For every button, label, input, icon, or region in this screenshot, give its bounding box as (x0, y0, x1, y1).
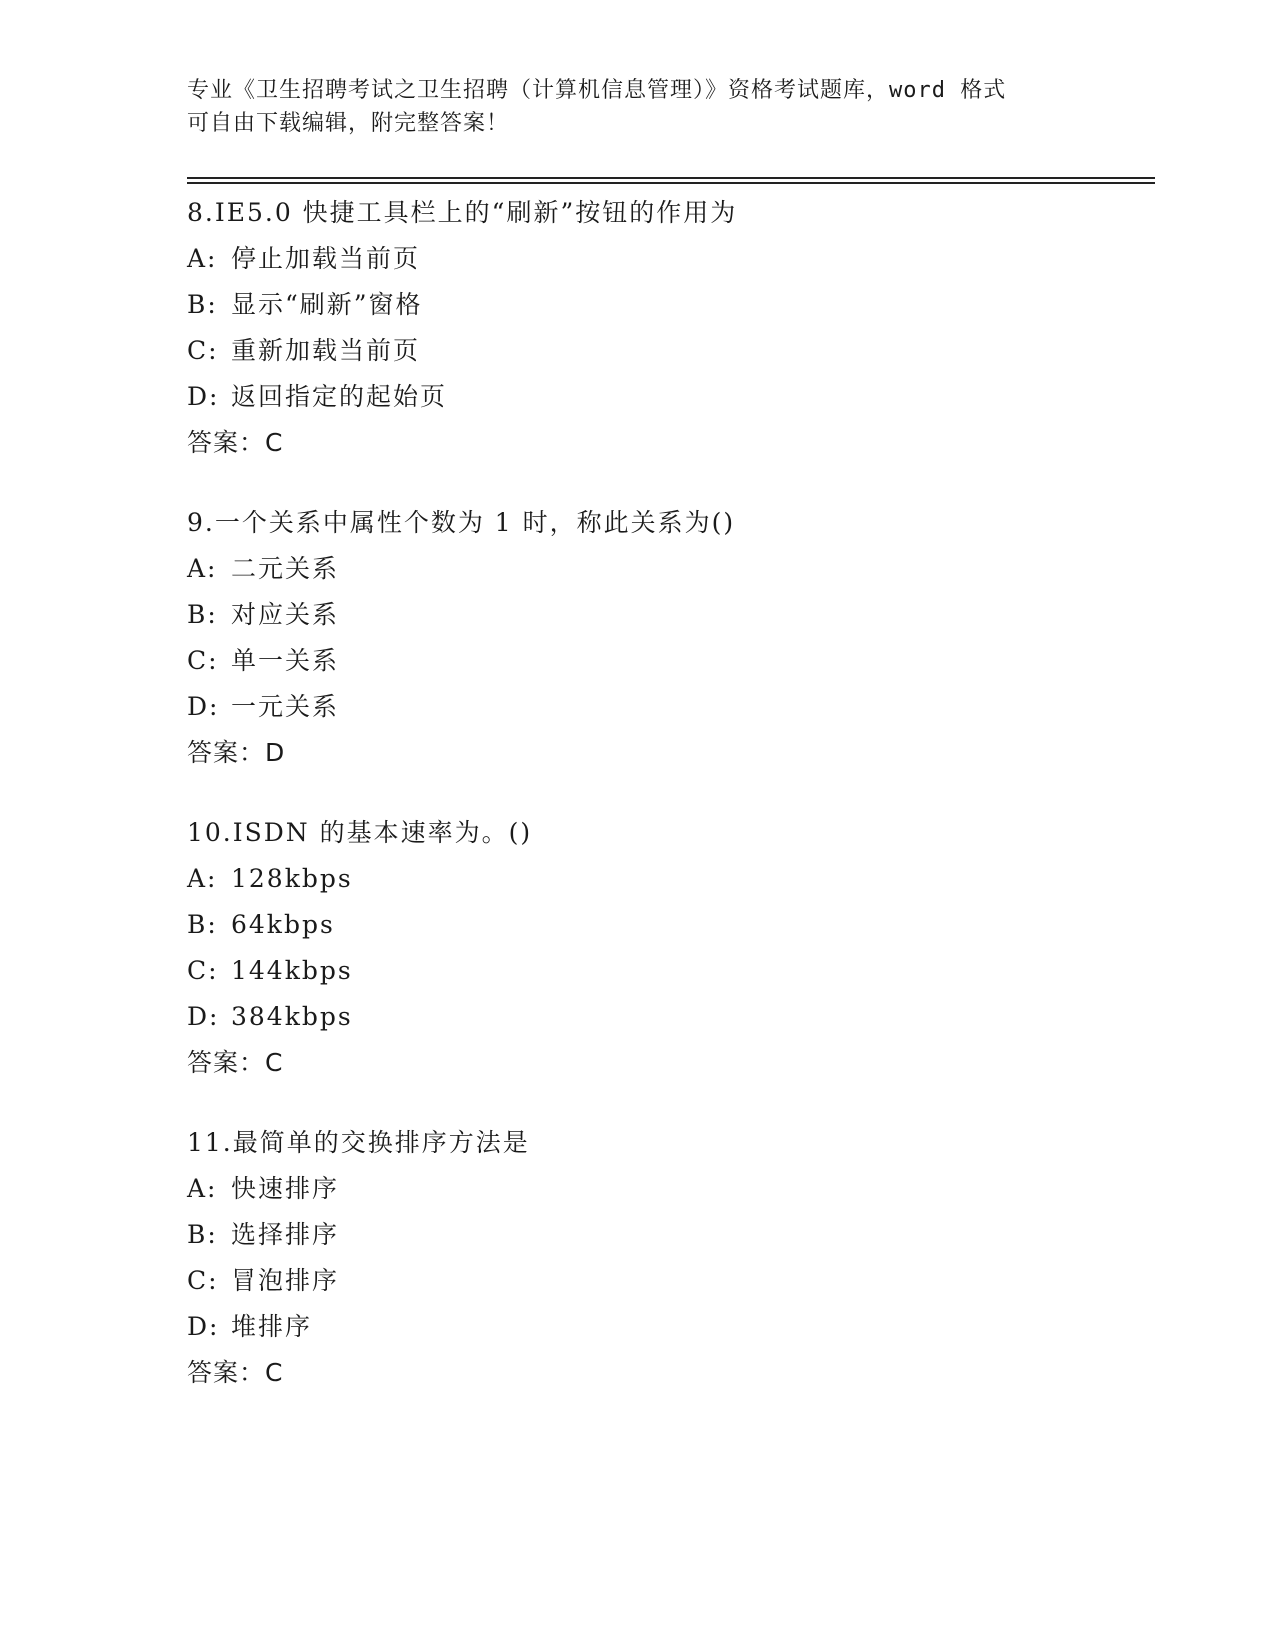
question-item (187, 1120, 1155, 1396)
option-key: A: (187, 554, 218, 583)
answer-line: 答案：D (187, 738, 286, 767)
option-text: 堆排序 (231, 1312, 313, 1341)
header-line-1: 专业《卫生招聘考试之卫生招聘（计算机信息管理）》资格考试题库，word 格式 (187, 78, 1007, 103)
option-key: A: (187, 1174, 218, 1203)
option-b (187, 902, 1155, 948)
option-key: B: (187, 910, 218, 939)
question-stem: 10.ISDN 的基本速率为。() (187, 818, 533, 847)
option-a (187, 546, 1155, 592)
option-text: 一元关系 (231, 692, 340, 721)
option-key: C: (187, 336, 219, 365)
option-text: 对应关系 (231, 600, 340, 629)
option-text: 二元关系 (231, 554, 340, 583)
option-text: 64kbps (231, 910, 335, 939)
header-divider-bottom (187, 182, 1155, 184)
option-text: 选择排序 (231, 1220, 340, 1249)
option-d (187, 994, 1155, 1040)
option-text: 单一关系 (231, 646, 340, 675)
header-divider-top (187, 177, 1155, 179)
answer-line: 答案：C (187, 1358, 284, 1387)
option-key: B: (187, 290, 218, 319)
option-key: C: (187, 1266, 219, 1295)
option-key: D: (187, 382, 220, 411)
option-text: 快速排序 (231, 1174, 340, 1203)
question-item (187, 810, 1155, 1086)
header-line-2: 可自由下载编辑，附完整答案！ (187, 111, 510, 136)
option-text: 显示“刷新”窗格 (231, 290, 423, 319)
option-c (187, 638, 1155, 684)
question-list (187, 190, 1155, 1430)
option-key: D: (187, 1312, 220, 1341)
option-key: C: (187, 646, 219, 675)
option-key: A: (187, 244, 218, 273)
option-text: 128kbps (231, 864, 353, 893)
option-d (187, 1304, 1155, 1350)
option-key: C: (187, 956, 219, 985)
option-a (187, 236, 1155, 282)
question-stem: 9.一个关系中属性个数为 1 时，称此关系为() (187, 508, 736, 537)
option-b (187, 282, 1155, 328)
document-header (187, 74, 1087, 140)
option-c (187, 1258, 1155, 1304)
option-text: 冒泡排序 (231, 1266, 340, 1295)
option-text: 停止加载当前页 (231, 244, 421, 273)
option-b (187, 1212, 1155, 1258)
option-text: 144kbps (231, 956, 353, 985)
option-text: 384kbps (231, 1002, 353, 1031)
option-key: B: (187, 600, 218, 629)
option-text: 返回指定的起始页 (231, 382, 448, 411)
question-stem: 8.IE5.0 快捷工具栏上的“刷新”按钮的作用为 (187, 198, 738, 227)
question-item (187, 500, 1155, 776)
option-key: B: (187, 1220, 218, 1249)
option-c (187, 948, 1155, 994)
question-item (187, 190, 1155, 466)
option-key: A: (187, 864, 218, 893)
option-d (187, 684, 1155, 730)
question-stem: 11.最简单的交换排序方法是 (187, 1128, 530, 1157)
option-a (187, 856, 1155, 902)
option-d (187, 374, 1155, 420)
option-b (187, 592, 1155, 638)
answer-line: 答案：C (187, 428, 284, 457)
option-c (187, 328, 1155, 374)
answer-line: 答案：C (187, 1048, 284, 1077)
option-text: 重新加载当前页 (231, 336, 421, 365)
option-key: D: (187, 692, 220, 721)
option-a (187, 1166, 1155, 1212)
option-key: D: (187, 1002, 220, 1031)
